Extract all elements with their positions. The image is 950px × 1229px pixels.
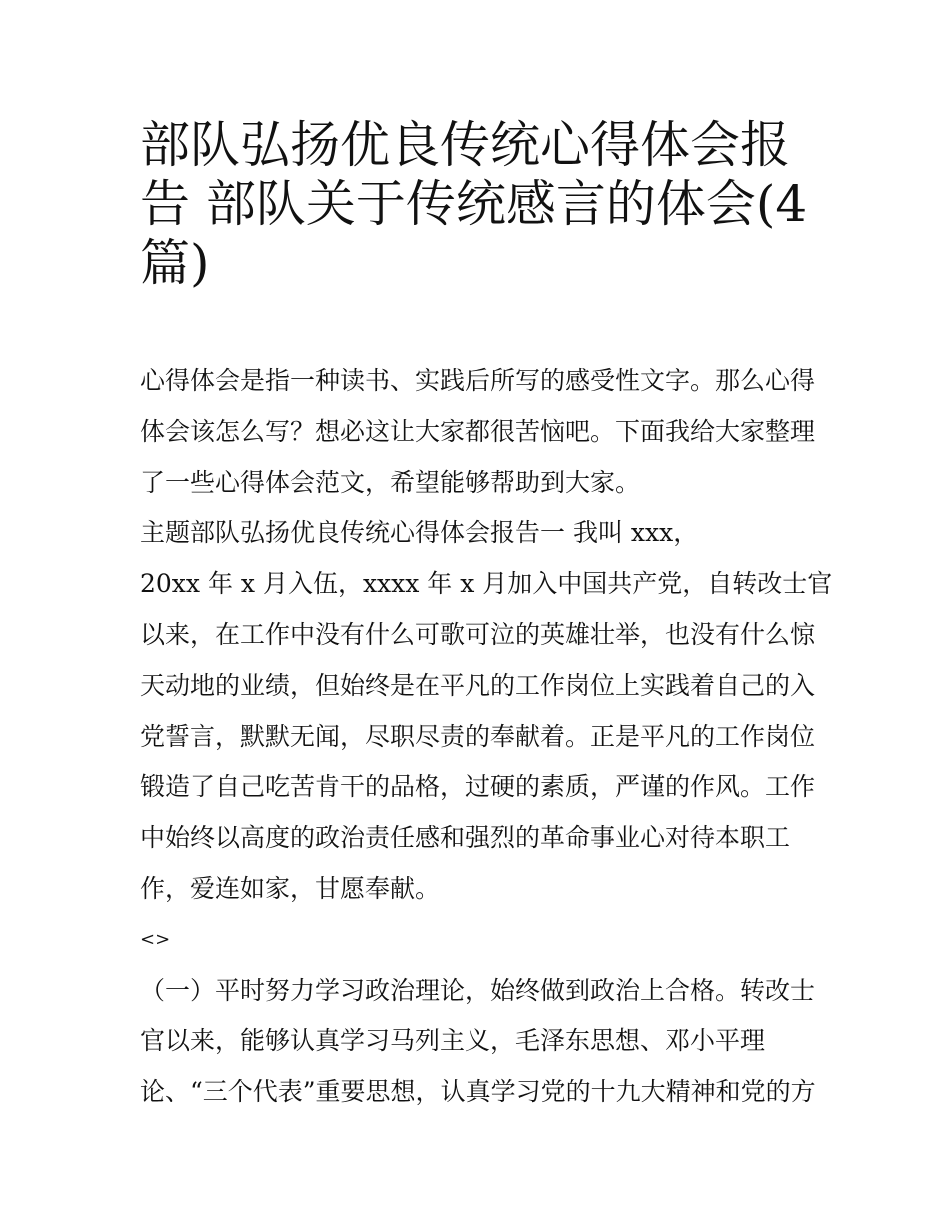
body-line-8: 党誓言，默默无闻，尽职尽责的奉献着。正是平凡的工作岗位 xyxy=(140,721,816,751)
document-body xyxy=(140,356,833,1118)
body-line-13: （一）平时努力学习政治理论，始终做到政治上合格。转改士 xyxy=(140,975,816,1005)
body-line-3: 了一些心得体会范文，希望能够帮助到大家。 xyxy=(140,467,641,497)
document-title xyxy=(140,116,820,293)
body-line-4: 主题部队弘扬优良传统心得体会报告一 我叫 xxx， xyxy=(140,518,699,548)
body-line-14: 官以来，能够认真学习马列主义，毛泽东思想、邓小平理 xyxy=(140,1026,766,1056)
body-line-10: 中始终以高度的政治责任感和强烈的革命事业心对待本职工 xyxy=(140,823,791,853)
body-line-2: 体会该怎么写？想必这让大家都很苦恼吧。下面我给大家整理 xyxy=(140,416,816,446)
body-line-5: 20xx 年 x 月入伍，xxxx 年 x 月加入中国共产党，自转改士官 xyxy=(140,569,833,599)
title-line-3: 篇) xyxy=(140,234,210,292)
body-line-6: 以来，在工作中没有什么可歌可泣的英雄壮举，也没有什么惊 xyxy=(140,619,816,649)
title-line-2: 告 部队关于传统感言的体会(4 xyxy=(140,175,808,233)
body-line-12: <> xyxy=(140,928,171,950)
title-line-1: 部队弘扬优良传统心得体会报 xyxy=(140,116,790,174)
body-line-7: 天动地的业绩，但始终是在平凡的工作岗位上实践着自己的入 xyxy=(140,670,816,700)
body-line-15: 论、“三个代表”重要思想，认真学习党的十九大精神和党的方 xyxy=(140,1077,816,1107)
body-line-11: 作，爱连如家，甘愿奉献。 xyxy=(140,873,441,903)
body-line-1: 心得体会是指一种读书、实践后所写的感受性文字。那么心得 xyxy=(140,366,816,395)
body-line-9: 锻造了自己吃苦肯干的品格，过硬的素质，严谨的作风。工作 xyxy=(140,772,816,802)
